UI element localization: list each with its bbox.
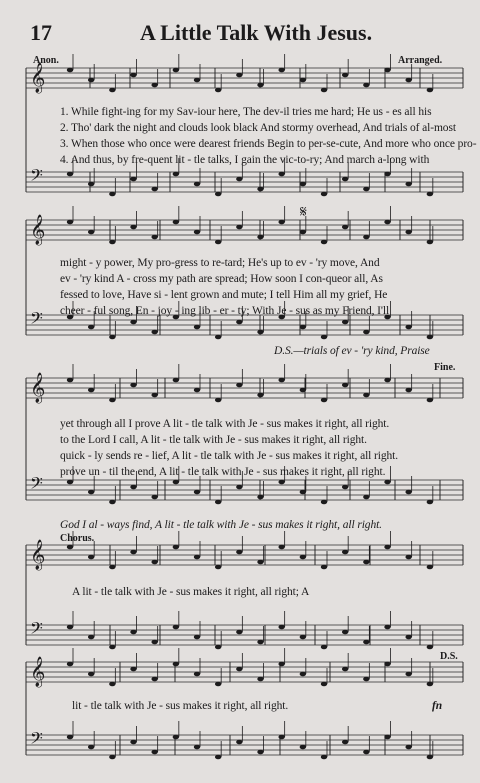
system2-bass-note [236, 320, 242, 325]
hymn-number: 17 [30, 20, 52, 45]
fine-marker: Fine. [434, 362, 456, 373]
verse1-line3: yet through all I prove A lit - tle talk with Je - sus makes it right, all right. [60, 418, 390, 430]
system4-treble-note [363, 560, 369, 565]
system5-treble-note [215, 682, 221, 687]
system4-bass-note [384, 625, 390, 630]
system2-bass-note [109, 335, 115, 340]
system5-bass-note [194, 745, 200, 750]
system2-bass-note [215, 335, 221, 340]
system4-treble-note [236, 550, 242, 555]
system1-bass-note [236, 177, 242, 182]
system3-treble-note [278, 378, 284, 383]
treble-clef-icon: 𝄞 [30, 373, 46, 403]
system3-bass-note [109, 500, 115, 505]
system1-treble-note [427, 88, 433, 93]
system5-treble-note [88, 672, 94, 677]
system4-bass-note [427, 645, 433, 650]
system3-treble-note [300, 388, 306, 393]
system5-treble-note [384, 662, 390, 667]
system5-treble-note [427, 682, 433, 687]
treble-clef-icon: 𝄞 [30, 657, 46, 687]
system2-bass-note [321, 335, 327, 340]
system2-treble-note [130, 225, 136, 230]
system1-treble-note [321, 88, 327, 93]
system2-bass-note [300, 325, 306, 330]
system5-bass-note [278, 735, 284, 740]
system1-bass-note [363, 187, 369, 192]
ds-lyric-line2: D.S.—trials of ev - 'ry kind, Praise [274, 345, 430, 357]
system3-treble-note [67, 378, 73, 383]
system2-treble-note [67, 220, 73, 225]
system1-bass-note [300, 182, 306, 187]
system4-bass-note [67, 625, 73, 630]
system1-bass-note [215, 192, 221, 197]
system4-bass-note [215, 645, 221, 650]
system1-bass-note [427, 192, 433, 197]
system2-treble-note [300, 230, 306, 235]
system4-bass-note [151, 640, 157, 645]
system4-treble-note [88, 555, 94, 560]
system4-treble-note [257, 560, 263, 565]
system2-treble-note [236, 225, 242, 230]
system2-bass-note [88, 325, 94, 330]
system4-treble-note [278, 545, 284, 550]
system2-bass-note [405, 325, 411, 330]
system4-bass-note [405, 635, 411, 640]
system4-bass-note [300, 635, 306, 640]
system1-bass-note [194, 182, 200, 187]
system5-treble-note [405, 672, 411, 677]
system1-treble-note [363, 83, 369, 88]
chorus-lyric-1: A lit - tle talk with Je - sus makes it right, all right; A [72, 586, 310, 598]
treble-clef-icon: 𝄞 [30, 215, 46, 245]
system3-treble-note [236, 383, 242, 388]
system5-bass-note [173, 735, 179, 740]
system2-treble-note [363, 235, 369, 240]
system4-treble-note [342, 550, 348, 555]
system2-treble-note [173, 220, 179, 225]
system2-treble-note [88, 230, 94, 235]
system3-treble-note [151, 393, 157, 398]
system5-bass-note [321, 755, 327, 760]
system3-bass-note [257, 495, 263, 500]
verse3-line3: quick - ly sends re - lief, A lit - tle talk with Je - sus makes it right, all right. [60, 450, 399, 462]
system4-treble-note [67, 545, 73, 550]
system5-bass-note [427, 755, 433, 760]
bass-clef-icon: 𝄢 [30, 165, 43, 189]
verse2-line1: 2. Tho' dark the night and clouds look black And stormy overhead, And trials of al-most [60, 122, 456, 134]
system1-treble-note [173, 68, 179, 73]
system3-treble-note [173, 378, 179, 383]
system2-treble-note [194, 230, 200, 235]
verse4-line2: cheer - ful song, En - joy - ing lib - er - ty; With Je - sus as my Friend, I'll [60, 305, 390, 317]
verse4-line3: prove un - til the end, A lit - tle talk with Je - sus makes it right, all right. [60, 466, 386, 478]
chorus-lyric-2: lit - tle talk with Je - sus makes it right, all right. [72, 700, 289, 712]
system1-bass-note [88, 182, 94, 187]
system5-treble-note [278, 662, 284, 667]
system5-bass-note [405, 745, 411, 750]
system3-treble-note [405, 388, 411, 393]
system5-treble-note [130, 667, 136, 672]
system1-treble-note [109, 88, 115, 93]
system2-bass-note [194, 325, 200, 330]
system5-bass-note [236, 740, 242, 745]
system2-bass-note [342, 320, 348, 325]
music-credit: Arranged. [398, 55, 443, 66]
system3-treble-note [342, 383, 348, 388]
system3-bass-note [342, 485, 348, 490]
system2-treble-note [321, 240, 327, 245]
system3-treble-note [257, 393, 263, 398]
system3-bass-note [384, 480, 390, 485]
system3-bass-note [363, 495, 369, 500]
system2-treble-note [427, 240, 433, 245]
system4-treble-note [151, 560, 157, 565]
system4-bass-note [363, 640, 369, 645]
system1-treble-note [130, 73, 136, 78]
system2-treble-note [109, 240, 115, 245]
system1-bass-note [173, 172, 179, 177]
system2-bass-note [257, 330, 263, 335]
system5-bass-note [300, 745, 306, 750]
system3-bass-note [151, 495, 157, 500]
system1-treble-note [151, 83, 157, 88]
system1-treble-note [384, 68, 390, 73]
system5-bass-note [130, 740, 136, 745]
system4-bass-note [321, 645, 327, 650]
system4-bass-note [109, 645, 115, 650]
system4-bass-note [236, 630, 242, 635]
system5-treble-note [257, 677, 263, 682]
verse3-line1: 3. When those who once were dearest friends Begin to per-se-cute, And more who once pro- [60, 138, 477, 150]
system2-bass-note [151, 330, 157, 335]
system2-bass-note [427, 335, 433, 340]
system1-treble-note [342, 73, 348, 78]
system5-bass-note [88, 745, 94, 750]
system2-treble-note [384, 220, 390, 225]
system5-bass-note [67, 735, 73, 740]
system3-bass-note [278, 480, 284, 485]
system3-bass-note [321, 500, 327, 505]
treble-clef-icon: 𝄞 [30, 63, 46, 93]
system1-bass-note [405, 182, 411, 187]
verse1-line1: 1. While fight-ing for my Sav-iour here, The dev-il tries me hard; He us - es all his [60, 106, 432, 118]
ds-marker: D.S. [440, 651, 458, 662]
system1-treble-note [236, 73, 242, 78]
system2-treble-note [257, 235, 263, 240]
system1-treble-note [88, 78, 94, 83]
system5-bass-note [215, 755, 221, 760]
system5-treble-note [236, 667, 242, 672]
system2-treble-note [278, 220, 284, 225]
system4-bass-note [257, 640, 263, 645]
system3-treble-note [363, 393, 369, 398]
system3-bass-note [300, 490, 306, 495]
ds-lyric-line3: God I al - ways find, A lit - tle talk with Je - sus makes it right, all right. [60, 519, 382, 531]
bass-clef-icon: 𝄢 [30, 473, 43, 497]
system1-treble-note [194, 78, 200, 83]
words-credit: Anon. [33, 55, 59, 66]
system4-treble-note [173, 545, 179, 550]
system5-treble-note [173, 662, 179, 667]
system1-treble-note [405, 78, 411, 83]
system4-treble-note [109, 565, 115, 570]
system5-bass-note [151, 750, 157, 755]
system3-bass-note [427, 500, 433, 505]
system2-treble-note [342, 225, 348, 230]
system4-treble-note [321, 565, 327, 570]
system4-treble-note [194, 555, 200, 560]
system4-treble-note [130, 550, 136, 555]
system3-treble-note [109, 398, 115, 403]
system4-bass-note [88, 635, 94, 640]
system3-bass-note [215, 500, 221, 505]
system3-bass-note [130, 485, 136, 490]
system1-treble-note [215, 88, 221, 93]
system3-bass-note [173, 480, 179, 485]
system5-bass-note [384, 735, 390, 740]
verse3-line2: fessed to love, Have si - lent grown and mute; I tell Him all my grief, He [60, 289, 388, 301]
verse4-line1: 4. And thus, by fre-quent lit - tle talks, I gain the vic-to-ry; And march a-long with [60, 154, 430, 166]
system5-bass-note [363, 750, 369, 755]
chorus-label: Chorus. [60, 533, 95, 544]
verse2-line3: to the Lord I call, A lit - tle talk with Je - sus makes it right, all right. [60, 434, 367, 446]
bass-clef-icon: 𝄢 [30, 618, 43, 642]
bass-clef-icon: 𝄢 [30, 308, 43, 332]
treble-clef-icon: 𝄞 [30, 540, 46, 570]
system5-treble-note [109, 682, 115, 687]
system5-treble-note [194, 672, 200, 677]
system3-treble-note [321, 398, 327, 403]
system1-treble-note [278, 68, 284, 73]
system3-treble-note [130, 383, 136, 388]
system5-treble-note [321, 682, 327, 687]
hymn-title: A Little Talk With Jesus. [140, 20, 373, 45]
system3-treble-note [88, 388, 94, 393]
system3-bass-note [88, 490, 94, 495]
system4-bass-note [173, 625, 179, 630]
system1-bass-note [151, 187, 157, 192]
system2-treble-note [405, 230, 411, 235]
system4-bass-note [278, 625, 284, 630]
system1-bass-note [109, 192, 115, 197]
system5-treble-note [342, 667, 348, 672]
system5-treble-note [67, 662, 73, 667]
system1-bass-note [257, 187, 263, 192]
system3-treble-note [215, 398, 221, 403]
system3-bass-note [67, 480, 73, 485]
system5-bass-note [109, 755, 115, 760]
system2-bass-note [363, 330, 369, 335]
system4-bass-note [342, 630, 348, 635]
system4-bass-note [130, 630, 136, 635]
system3-treble-note [384, 378, 390, 383]
system2-bass-note [130, 320, 136, 325]
verse1-line2: might - y power, My pro-gress to re-tard; He's up to ev - 'ry move, And [60, 257, 380, 269]
system5-treble-note [300, 672, 306, 677]
system1-bass-note [278, 172, 284, 177]
system4-treble-note [405, 555, 411, 560]
segno-mark: 𝄋 [300, 204, 307, 221]
system1-treble-note [257, 83, 263, 88]
system4-treble-note [384, 545, 390, 550]
system3-bass-note [405, 490, 411, 495]
system3-bass-note [236, 485, 242, 490]
system1-bass-note [342, 177, 348, 182]
system1-treble-note [67, 68, 73, 73]
system2-treble-note [215, 240, 221, 245]
system5-bass-note [342, 740, 348, 745]
system5-treble-note [363, 677, 369, 682]
bass-clef-icon: 𝄢 [30, 728, 43, 752]
system4-treble-note [215, 565, 221, 570]
system5-treble-note [151, 677, 157, 682]
system1-treble-note [300, 78, 306, 83]
system5-bass-note [257, 750, 263, 755]
system1-bass-note [67, 172, 73, 177]
system3-treble-note [194, 388, 200, 393]
fine-abbrev: fn [432, 700, 443, 712]
system1-bass-note [321, 192, 327, 197]
verse2-line2: ev - 'ry kind A - cross my path are spread; How soon I con-queor all, As [60, 273, 383, 285]
system4-treble-note [300, 555, 306, 560]
system4-bass-note [194, 635, 200, 640]
system2-treble-note [151, 235, 157, 240]
system3-treble-note [427, 398, 433, 403]
system1-bass-note [130, 177, 136, 182]
system4-treble-note [427, 565, 433, 570]
system1-bass-note [384, 172, 390, 177]
system3-bass-note [194, 490, 200, 495]
